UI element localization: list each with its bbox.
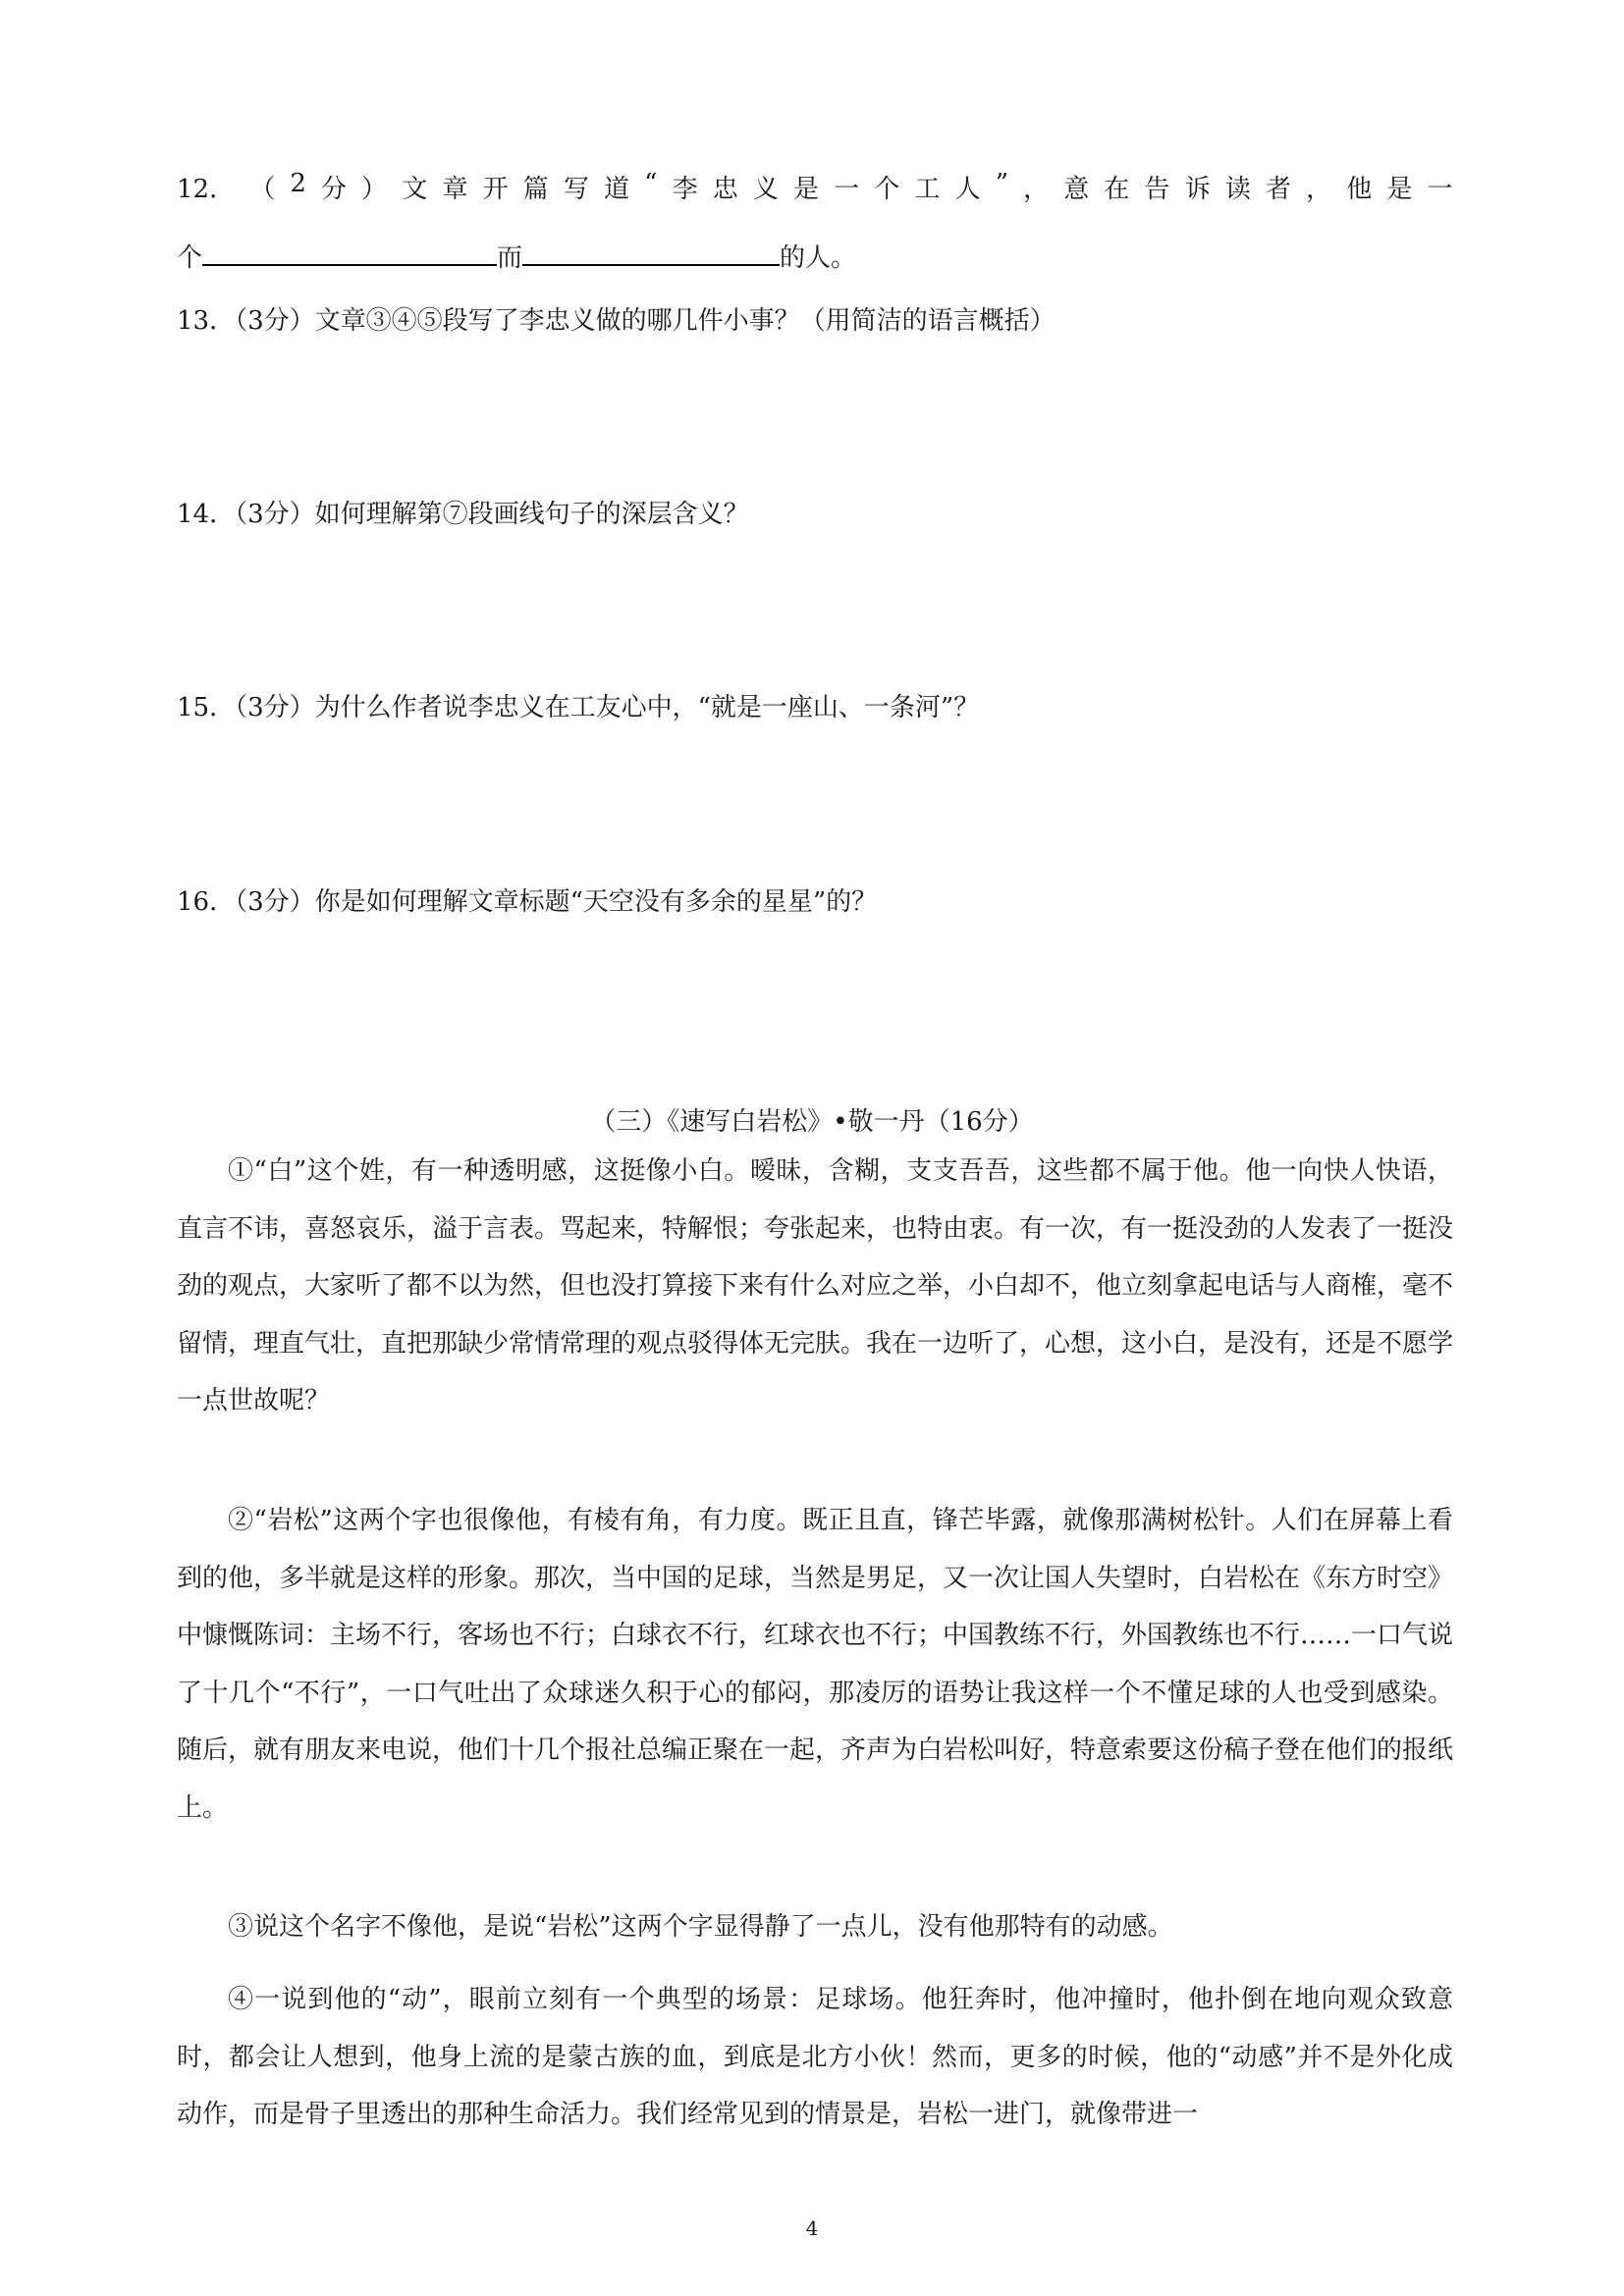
question-15: 15．（3分）为什么作者说李忠义在工友心中，“就是一座山、一条河”？ xyxy=(177,693,980,722)
passage-paragraph-3 xyxy=(177,1898,1453,1956)
answer-blank-2[interactable] xyxy=(522,263,780,266)
q12-char: ” xyxy=(995,169,1008,198)
passage-paragraph-1 xyxy=(177,1143,1453,1430)
q12-char: 意 xyxy=(1063,175,1090,204)
q12-char: 2 xyxy=(290,169,306,198)
q12-char: 章 xyxy=(442,175,468,204)
q12-char: ） xyxy=(361,175,388,204)
question-14: 14．（3分）如何理解第⑦段画线句子的深层含义？ xyxy=(177,500,749,529)
passage-paragraph-2 xyxy=(177,1492,1453,1837)
q12-char: 分 xyxy=(321,175,348,204)
q12-char: 一 xyxy=(1427,175,1453,204)
q12-char: 一 xyxy=(834,175,860,204)
question-12-line2 xyxy=(177,238,856,274)
q12-char: 12． xyxy=(177,175,236,204)
q12-char: 是 xyxy=(793,175,820,204)
q12-char: 道 xyxy=(604,175,630,204)
q12-char: 李 xyxy=(672,175,698,204)
q12-char: 诉 xyxy=(1184,175,1211,204)
q12-char: 者 xyxy=(1265,175,1291,204)
q12-char: 写 xyxy=(563,175,589,204)
q12-char: 开 xyxy=(482,175,509,204)
passage-paragraph-4 xyxy=(177,1971,1453,2144)
q12-char: 忠 xyxy=(712,175,738,204)
page-number: 4 xyxy=(805,2216,819,2240)
q12-char: 人 xyxy=(954,175,981,204)
q12-char: 他 xyxy=(1346,175,1373,204)
q12-char: 篇 xyxy=(522,175,549,204)
q12-text-mid: 而 xyxy=(497,243,523,273)
q12-char: 读 xyxy=(1224,175,1251,204)
answer-blank-1[interactable] xyxy=(202,263,497,266)
question-13: 13．（3分）文章③④⑤段写了李忠义做的哪几件小事？（用简洁的语言概括） xyxy=(177,306,1056,336)
paragraph-text: ①“白”这个姓，有一种透明感，这挺像小白。暧昧，含糊，支支吾吾，这些都不属于他。他一向快人快语，直言不讳，喜怒哀乐，溢于言表。骂起来，特解恨；夸张起来，也特由衷。有一次，有一挺没劲的人发表了一挺没劲的观点，大家听了都不以为然，但也没打算接下来有什么对应之举，小白却不，他立刻拿起电话与人商榷，毫不留情，理直气壮，直把那缺少常情常理的观点驳得体无完肤。我在一边听了，心想，这小白，是没有，还是不愿学一点世故呢？ xyxy=(177,1156,1454,1415)
q12-char: （ xyxy=(249,175,276,204)
paragraph-text: ③说这个名字不像他，是说“岩松”这两个字显得静了一点儿，没有他那特有的动感。 xyxy=(228,1912,1173,1942)
q12-char: 个 xyxy=(874,175,900,204)
question-12-line1 xyxy=(177,169,1453,205)
q12-char: 在 xyxy=(1104,175,1130,204)
q12-text-post: 的人。 xyxy=(780,243,857,273)
paragraph-text: ④一说到他的“动”，眼前立刻有一个典型的场景：足球场。他狂奔时，他冲撞时，他扑倒在地向观众致意时，都会让人想到，他身上流的是蒙古族的血，到底是北方小伙！然而，更多的时候，他的“动感”并不是外化成动作，而是骨子里透出的那种生命活力。我们经常见到的情景是，岩松一进门，就像带进一 xyxy=(177,1985,1453,2129)
q12-char: “ xyxy=(644,169,658,198)
q12-char: ， xyxy=(1023,175,1050,204)
q12-char: ， xyxy=(1306,175,1332,204)
q12-char: 工 xyxy=(914,175,941,204)
q12-text-pre: 个 xyxy=(177,243,203,273)
section-title: （三）《速写白岩松》•敬一丹（16分） xyxy=(590,1107,1034,1137)
paragraph-text: ②“岩松”这两个字也很像他，有棱有角，有力度。既正且直，锋芒毕露，就像那满树松针。人们在屏幕上看到的他，多半就是这样的形象。那次，当中国的足球，当然是男足，又一次让国人失望时，白岩松在《东方时空》中慷慨陈词：主场不行，客场也不行；白球衣不行，红球衣也不行；中国教练不行，外国教练也不行……一口气说了十几个“不行”，一口气吐出了众球迷久积于心的郁闷，那凌厉的语势让我这样一个不懂足球的人也受到感染。随后，就有朋友来电说，他们十几个报社总编正聚在一起，齐声为白岩松叫好，特意索要这份稿子登在他们的报纸上。 xyxy=(177,1506,1454,1823)
question-16: 16．（3分）你是如何理解文章标题“天空没有多余的星星”的？ xyxy=(177,887,878,917)
q12-char: 文 xyxy=(402,175,428,204)
q12-char: 义 xyxy=(752,175,779,204)
q12-char: 告 xyxy=(1144,175,1170,204)
q12-char: 是 xyxy=(1386,175,1413,204)
